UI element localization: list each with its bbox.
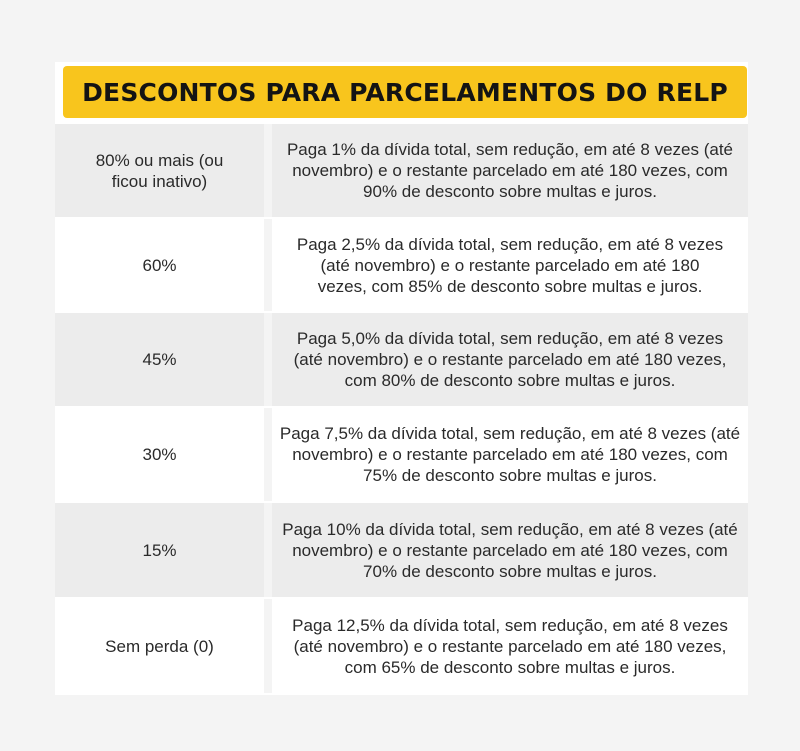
terms-cell: Paga 12,5% da dívida total, sem redução, em até 8 vezes (até novembro) e o restante parcelado em até 180 vezes, com 65% de desconto sobre multas e juros.: [272, 599, 748, 693]
loss-cell: 60%: [55, 219, 264, 311]
terms-cell: Paga 1% da dívida total, sem redução, em até 8 vezes (até novembro) e o restante parcelado em até 180 vezes, com 90% de desconto sobre multas e juros.: [272, 124, 748, 217]
table-title: DESCONTOS PARA PARCELAMENTOS DO RELP: [82, 77, 728, 107]
loss-cell: 15%: [55, 503, 264, 597]
table-row: [55, 408, 748, 501]
column-divider: [264, 408, 272, 501]
column-divider: [264, 313, 272, 406]
terms-cell: Paga 5,0% da dívida total, sem redução, em até 8 vezes (até novembro) e o restante parcelado em até 180 vezes, com 80% de desconto sobre multas e juros.: [272, 313, 748, 406]
terms-cell: Paga 10% da dívida total, sem redução, em até 8 vezes (até novembro) e o restante parcelado em até 180 vezes, com 70% de desconto sobre multas e juros.: [272, 503, 748, 597]
table-row: [55, 503, 748, 597]
table-row: [55, 124, 748, 217]
column-divider: [264, 503, 272, 597]
loss-cell: 80% ou mais (ou ficou inativo): [55, 124, 264, 217]
table-row: [55, 313, 748, 406]
table-row: [55, 219, 748, 311]
terms-cell: Paga 2,5% da dívida total, sem redução, em até 8 vezes (até novembro) e o restante parcelado em até 180 vezes, com 85% de desconto sobre multas e juros.: [272, 219, 748, 311]
column-divider: [264, 219, 272, 311]
loss-cell: 30%: [55, 408, 264, 501]
column-divider: [264, 124, 272, 217]
loss-cell: 45%: [55, 313, 264, 406]
column-divider: [264, 599, 272, 693]
title-banner: [63, 66, 747, 118]
terms-cell: Paga 7,5% da dívida total, sem redução, em até 8 vezes (até novembro) e o restante parcelado em até 180 vezes, com 75% de desconto sobre multas e juros.: [272, 408, 748, 501]
table-row: [55, 599, 748, 693]
loss-cell: Sem perda (0): [55, 599, 264, 693]
